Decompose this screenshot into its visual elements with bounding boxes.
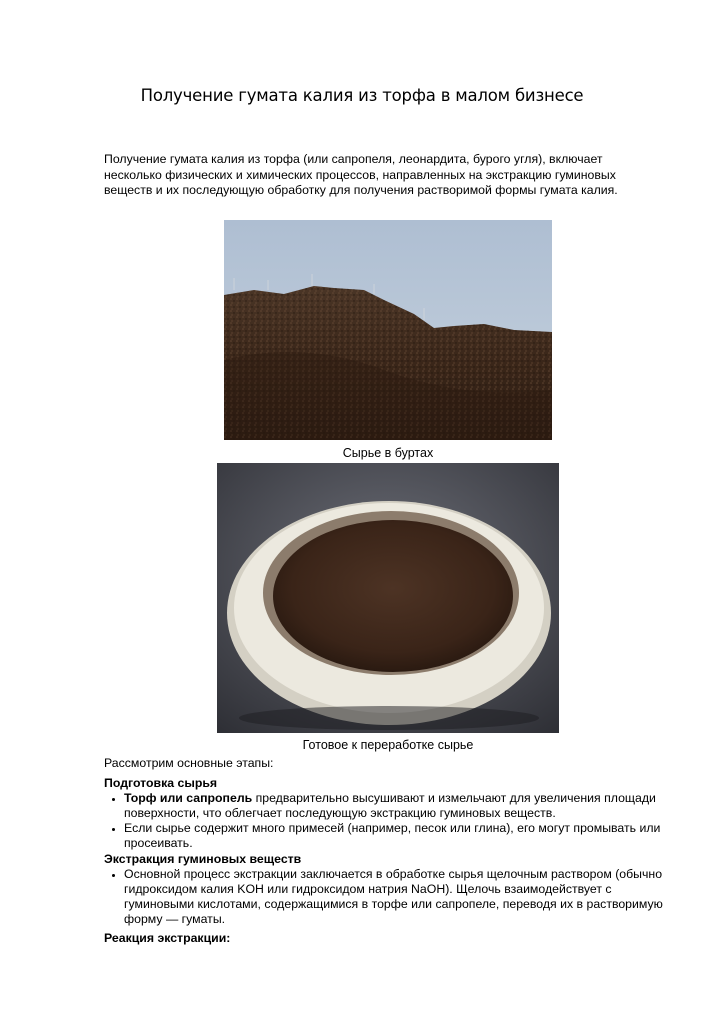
reaction-heading: Реакция экстракции:	[104, 931, 231, 945]
document-body	[104, 756, 684, 946]
bold-term: Торф или сапропель	[124, 791, 253, 805]
document-title: Получение гумата калия из торфа в малом бизнесе	[140, 86, 584, 105]
list-item-text: Если сырье содержит много примесей (например, песок или глина), его могут промывать или просеивать.	[124, 821, 661, 850]
intro-paragraph: Получение гумата калия из торфа (или сапропеля, леонардита, бурого угля), включает несколько физических и химических процессов, направленных на экстракцию гуминовых веществ и их последующую обработку для получения растворимой формы гумата калия.	[104, 152, 618, 197]
preparation-list	[104, 791, 684, 851]
section-heading-preparation: Подготовка сырья	[104, 776, 218, 790]
stages-intro: Рассмотрим основные этапы:	[104, 756, 274, 770]
list-item-text: Основной процесс экстракции заключается в обработке сырья щелочным раствором (обычно гидроксидом калия KOH или гидроксидом натрия NaOH). Щелочь взаимодействует с гуминовыми кислотами, содержащимися в торфе или сапропеле, переводя их в растворимую форму — гуматы.	[124, 867, 663, 926]
raw-material-piles-photo	[224, 220, 552, 440]
section-heading-extraction: Экстракция гуминовых веществ	[104, 852, 302, 866]
list-item	[124, 867, 684, 927]
list-item-text: предварительно высушивают и измельчают для увеличения площади поверхности, что облегчает последующую экстракцию гуминовых веществ.	[124, 791, 656, 820]
prepared-raw-material-bowl-photo	[217, 463, 559, 733]
caption-prepared-raw-material: Готовое к переработке сырье	[302, 738, 474, 752]
list-item	[124, 821, 684, 851]
caption-raw-material-piles: Сырье в буртах	[342, 446, 434, 460]
extraction-list	[104, 867, 684, 927]
list-item	[124, 791, 684, 821]
